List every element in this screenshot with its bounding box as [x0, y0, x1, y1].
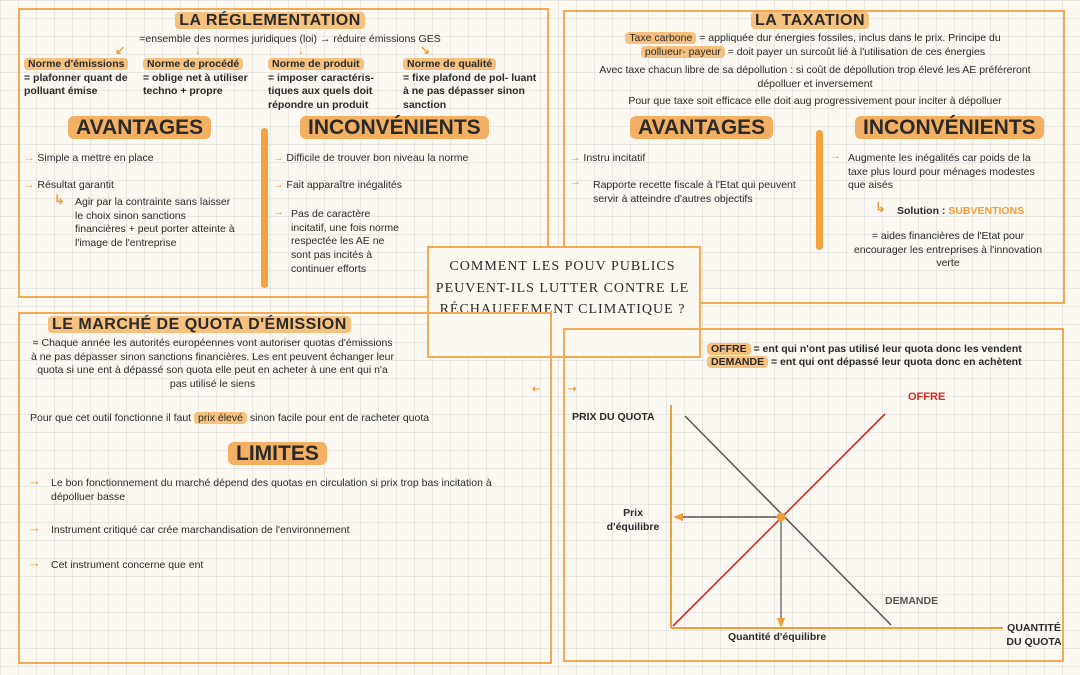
limite-1: Le bon fonctionnement du marché dépend des quotas en circulation si prix trop bas incitation à dépolluer basse: [51, 477, 492, 503]
taxation-title: [740, 12, 880, 30]
reglementation-avantages-label: AVANTAGES: [68, 116, 211, 139]
reglementation-avantage-2: [24, 179, 254, 193]
marche-condition-pre: Pour que cet outil fonctionne il faut: [30, 412, 195, 424]
limite-2: Instrument critiqué car crée marchandisation de l'environnement: [51, 524, 350, 536]
marche-condition-post: sinon facile pour ent de racheter quota: [246, 412, 430, 424]
equilibre-point: [777, 513, 786, 522]
arrow-right-icon: →: [24, 179, 35, 191]
arrow-sub-icon: ↳: [54, 192, 65, 207]
arrow-sub-icon: ↳: [875, 200, 886, 215]
reglementation-avantage-1: [24, 152, 254, 166]
reglementation-inconvenient-3: Pas de caractère incitatif, une fois norme respectée les AE ne sont pas incités à continuer efforts: [291, 208, 399, 275]
arrow-down-icon: ↓: [298, 43, 304, 57]
divider-bar: [816, 130, 823, 250]
norme-emissions-name: Norme d'émissions: [24, 58, 128, 70]
demande-label: DEMANDE: [885, 595, 939, 607]
limite-3: Cet instrument concerne que ent: [51, 559, 204, 571]
taxation-inconvenient: Augmente les inégalités car poids de la taxe plus lourd pour ménages modestes que aisés: [848, 152, 1035, 192]
arrow-down-icon: ↓: [195, 43, 201, 57]
taxation-line-1: [572, 32, 1054, 59]
demande-curve: [685, 416, 891, 625]
offre-label: OFFRE: [908, 391, 946, 403]
taxation-avantages-label: AVANTAGES: [630, 116, 773, 139]
limites-label: LIMITES: [228, 442, 327, 465]
central-question: COMMENT LES POUV PUBLICS PEUVENT-ILS LUTTER CONTRE LE RÉCHAUFFEMENT CLIMATIQUE ?: [435, 259, 690, 318]
arrow-right-icon: →: [24, 152, 35, 164]
reglementation-definition: =ensemble des normes juridiques (loi) → réduire émissions GES: [139, 33, 441, 45]
taxation-title-text: LA TAXATION: [751, 12, 869, 29]
reglementation-avantage-1-text: Simple a mettre en place: [37, 152, 154, 164]
taxation-inconvenients-label: INCONVÉNIENTS: [855, 116, 1044, 139]
taxation-line-3: Avec taxe chacun libre de sa dépollution : si coût de dépollution trop élevé les AE préféreront dépolluer et inversement: [599, 64, 1031, 90]
arrow-right-icon: →: [28, 555, 41, 570]
norme-produit: [268, 58, 398, 113]
arrow-down-icon: [777, 618, 785, 628]
taxation-hl-2: pollueur- payeur: [641, 46, 725, 58]
x-axis-label-line2: DU QUOTA: [1006, 635, 1062, 648]
marche-title-text: LE MARCHÉ DE QUOTA D'ÉMISSION: [48, 316, 351, 333]
taxation-avantage-1-text: Instru incitatif: [583, 152, 646, 164]
demande-definition-text: = ent qui ont dépassé leur quota donc en achètent: [768, 356, 1022, 368]
norme-produit-desc: = imposer caractéris- tiques aux quels doit répondre un produit: [268, 71, 374, 111]
marche-condition: [30, 412, 540, 426]
taxation-avantage-1: [570, 152, 810, 166]
norme-emissions: [24, 58, 142, 99]
arrow-right-icon: →: [28, 473, 41, 488]
taxation-solution-desc: = aides financières de l'Etat pour encourager les entreprises à l'innovation verte: [853, 230, 1043, 270]
arrow-right-icon: →: [273, 206, 284, 218]
taxation-solution: [897, 205, 1057, 219]
norme-procede: [143, 58, 263, 99]
arrow-right-icon: →: [570, 176, 581, 188]
norme-produit-name: Norme de produit: [268, 58, 364, 70]
arrow-right-icon: →: [273, 152, 284, 164]
prix-equilibre-line2: d'équilibre: [606, 520, 660, 533]
marche-title: [48, 316, 351, 334]
taxation-avantages-heading: [630, 116, 773, 140]
taxation-avantage-2: Rapporte recette fiscale à l'Etat qui peuvent servir à atteindre d'autres objectifs: [593, 179, 796, 205]
norme-emissions-desc: = plafonner quant de polluant émise: [24, 71, 128, 98]
prix-equilibre-line1: Prix: [623, 507, 643, 519]
taxation-line-4: Pour que taxe soit efficace elle doit aug progressivement pour inciter à dépolluer: [628, 95, 1002, 107]
reglementation-avantage-2-text: Résultat garantit: [37, 179, 114, 191]
connector-mark-icon: ⇠: [532, 384, 541, 395]
taxation-solution-value: SUBVENTIONS: [948, 205, 1025, 217]
reglementation-inconvenient-2: [273, 179, 523, 193]
taxation-inconvenients-heading: [855, 116, 1044, 140]
norme-qualite-name: Norme de qualité: [403, 58, 496, 70]
taxation-solution-label: Solution :: [897, 205, 949, 217]
quantite-equilibre-label: Quantité d'équilibre: [728, 631, 827, 643]
offre-definition-text: = ent qui n'ont pas utilisé leur quota donc les vendent: [750, 343, 1022, 355]
reglementation-title: [165, 12, 375, 30]
reglementation-title-text: LA RÉGLEMENTATION: [175, 12, 365, 29]
arrow-right-icon: →: [28, 520, 41, 535]
demande-definition: [707, 356, 1057, 370]
prix-equilibre-label: [598, 507, 668, 534]
divider-bar: [261, 128, 268, 288]
x-axis-label: [995, 622, 1073, 649]
x-axis-label-line1: QUANTITÉ: [1007, 622, 1061, 634]
reglementation-inconvenients-heading: [300, 116, 489, 140]
reglementation-avantages-heading: [68, 116, 211, 140]
taxation-line-2-rest: = doit payer un surcoût lié à l'utilisation de ces énergies: [724, 45, 986, 58]
arrow-down-icon: ↘: [420, 43, 431, 57]
arrow-right-icon: →: [570, 152, 581, 164]
arrow-left-icon: [673, 513, 683, 521]
arrow-down-icon: ↙: [115, 43, 126, 57]
reglementation-inconvenient-1: [273, 152, 523, 166]
arrow-right-icon: →: [830, 150, 841, 162]
norme-procede-name: Norme de procédé: [143, 58, 243, 70]
demande-definition-label: DEMANDE: [707, 356, 768, 368]
reglementation-inconvenients-label: INCONVÉNIENTS: [300, 116, 489, 139]
marche-definition: = Chaque année les autorités européennes vont autoriser quotas d'émissions à ne pas dépasser sinon sanctions financières. Les ent peuvent échanger leur quota si une ent à dépassé son quota elle peut en acheter à une ent qui n'a pas utilisé le siens: [30, 337, 395, 390]
reglementation-inconvenient-2-text: Fait apparaître inégalités: [286, 179, 402, 191]
offre-definition-label: OFFRE: [707, 343, 751, 355]
norme-qualite-desc: = fixe plafond de pol- luant à ne pas dépasser sinon sanction: [403, 71, 537, 111]
limites-heading: [228, 442, 327, 466]
arrow-right-icon: →: [273, 179, 284, 191]
y-axis-label: PRIX DU QUOTA: [572, 411, 655, 423]
taxation-line-1-rest: = appliquée dur énergies fossiles, inclus dans le prix. Principe du: [696, 32, 1001, 44]
taxation-hl-1: Taxe carbone: [625, 32, 696, 44]
reglementation-inconvenient-1-text: Difficile de trouver bon niveau la norme: [286, 152, 469, 164]
norme-procede-desc: = oblige net à utiliser techno + propre: [143, 71, 248, 98]
marche-condition-hl: prix élevé: [194, 412, 247, 424]
connector-mark-icon: ⇢: [568, 384, 577, 395]
reglementation-avantage-sub: Agir par la contrainte sans laisser le choix sinon sanctions financières + peut porter atteinte à l'image de l'entreprise: [75, 196, 235, 249]
offre-definition: [707, 343, 1057, 357]
norme-qualite: [403, 58, 543, 113]
